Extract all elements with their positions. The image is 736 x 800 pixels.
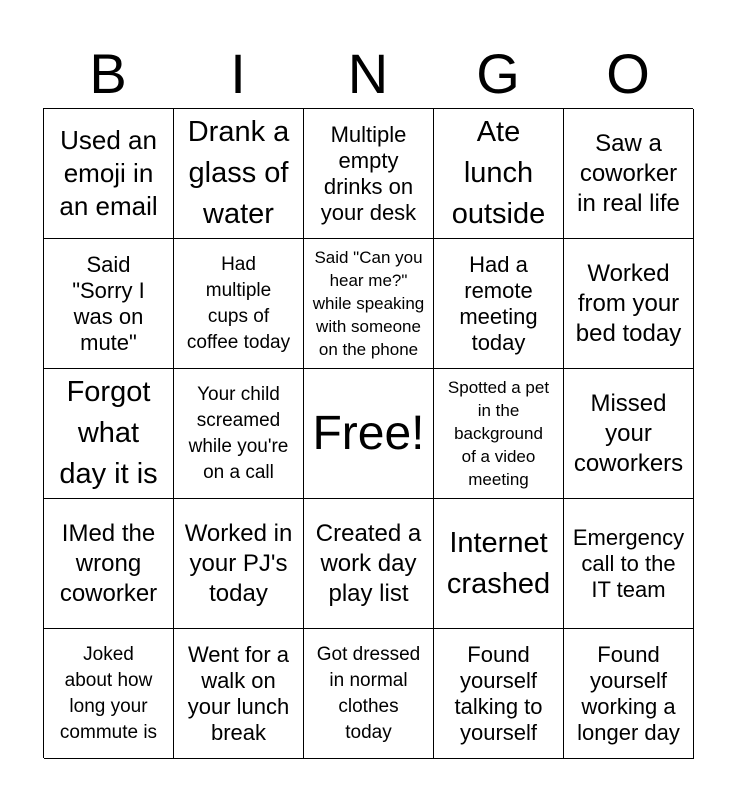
- bingo-cell-text: Worked in your PJ's today: [184, 519, 293, 607]
- bingo-cell-text: Used an emoji in an email: [59, 125, 158, 221]
- bingo-cell[interactable]: [434, 109, 564, 239]
- bingo-cell[interactable]: [564, 109, 694, 239]
- bingo-cell-text: Free!: [312, 406, 425, 460]
- bingo-cell-text: IMed the wrong coworker: [59, 519, 158, 607]
- bingo-header: [43, 40, 693, 108]
- header-letter: I: [230, 42, 246, 105]
- bingo-cell-text: Drank a glass of water: [187, 116, 290, 230]
- bingo-cell-text: Had multiple cups of coffee today: [186, 253, 291, 353]
- bingo-cell-text: Internet crashed: [446, 526, 551, 600]
- header-letter: O: [606, 42, 650, 105]
- bingo-cell-text: Spotted a pet in the background of a video meeting: [447, 378, 550, 489]
- bingo-free-space[interactable]: [304, 369, 434, 499]
- bingo-cell[interactable]: [44, 109, 174, 239]
- bingo-cell[interactable]: [564, 369, 694, 499]
- bingo-cell[interactable]: [44, 369, 174, 499]
- bingo-cell[interactable]: [174, 109, 304, 239]
- header-letter: N: [347, 42, 389, 105]
- bingo-cell-text: Emergency call to the IT team: [572, 524, 685, 602]
- bingo-cell[interactable]: [44, 499, 174, 629]
- bingo-cell-text: Multiple empty drinks on your desk: [320, 121, 417, 225]
- bingo-cell[interactable]: [174, 629, 304, 759]
- bingo-cell-text: Said "Sorry I was on mute": [72, 251, 145, 355]
- bingo-cell-text: Had a remote meeting today: [459, 251, 538, 355]
- bingo-cell-text: Ate lunch outside: [451, 116, 546, 230]
- bingo-cell[interactable]: [44, 239, 174, 369]
- bingo-cell[interactable]: [304, 629, 434, 759]
- bingo-cell[interactable]: [564, 629, 694, 759]
- bingo-cell[interactable]: [174, 369, 304, 499]
- bingo-cell-text: Saw a coworker in real life: [577, 129, 680, 217]
- bingo-cell-text: Said "Can you hear me?" while speaking with someone on the phone: [312, 248, 425, 359]
- bingo-cell-text: Forgot what day it is: [59, 376, 158, 490]
- bingo-cell[interactable]: [174, 239, 304, 369]
- bingo-cell-text: Missed your coworkers: [573, 389, 684, 477]
- bingo-cell[interactable]: [434, 629, 564, 759]
- bingo-cell[interactable]: [304, 499, 434, 629]
- bingo-cell[interactable]: [434, 239, 564, 369]
- bingo-cell[interactable]: [434, 499, 564, 629]
- bingo-cell[interactable]: [564, 239, 694, 369]
- bingo-cell[interactable]: [564, 499, 694, 629]
- bingo-cell-text: Found yourself working a longer day: [577, 641, 680, 745]
- bingo-cell[interactable]: [434, 369, 564, 499]
- bingo-cell-text: Found yourself talking to yourself: [454, 641, 543, 745]
- bingo-cell-text: Went for a walk on your lunch break: [187, 641, 290, 745]
- bingo-cell[interactable]: [174, 499, 304, 629]
- bingo-cell-text: Worked from your bed today: [575, 259, 682, 347]
- bingo-cell-text: Joked about how long your commute is: [59, 643, 158, 743]
- bingo-grid: [43, 108, 693, 758]
- bingo-cell[interactable]: [44, 629, 174, 759]
- bingo-cell[interactable]: [304, 109, 434, 239]
- header-letter: G: [476, 42, 520, 105]
- bingo-cell[interactable]: [304, 239, 434, 369]
- bingo-cell-text: Got dressed in normal clothes today: [316, 643, 421, 743]
- header-letter: B: [89, 42, 127, 105]
- bingo-cell-text: Created a work day play list: [315, 519, 422, 607]
- bingo-cell-text: Your child screamed while you're on a call: [188, 383, 289, 483]
